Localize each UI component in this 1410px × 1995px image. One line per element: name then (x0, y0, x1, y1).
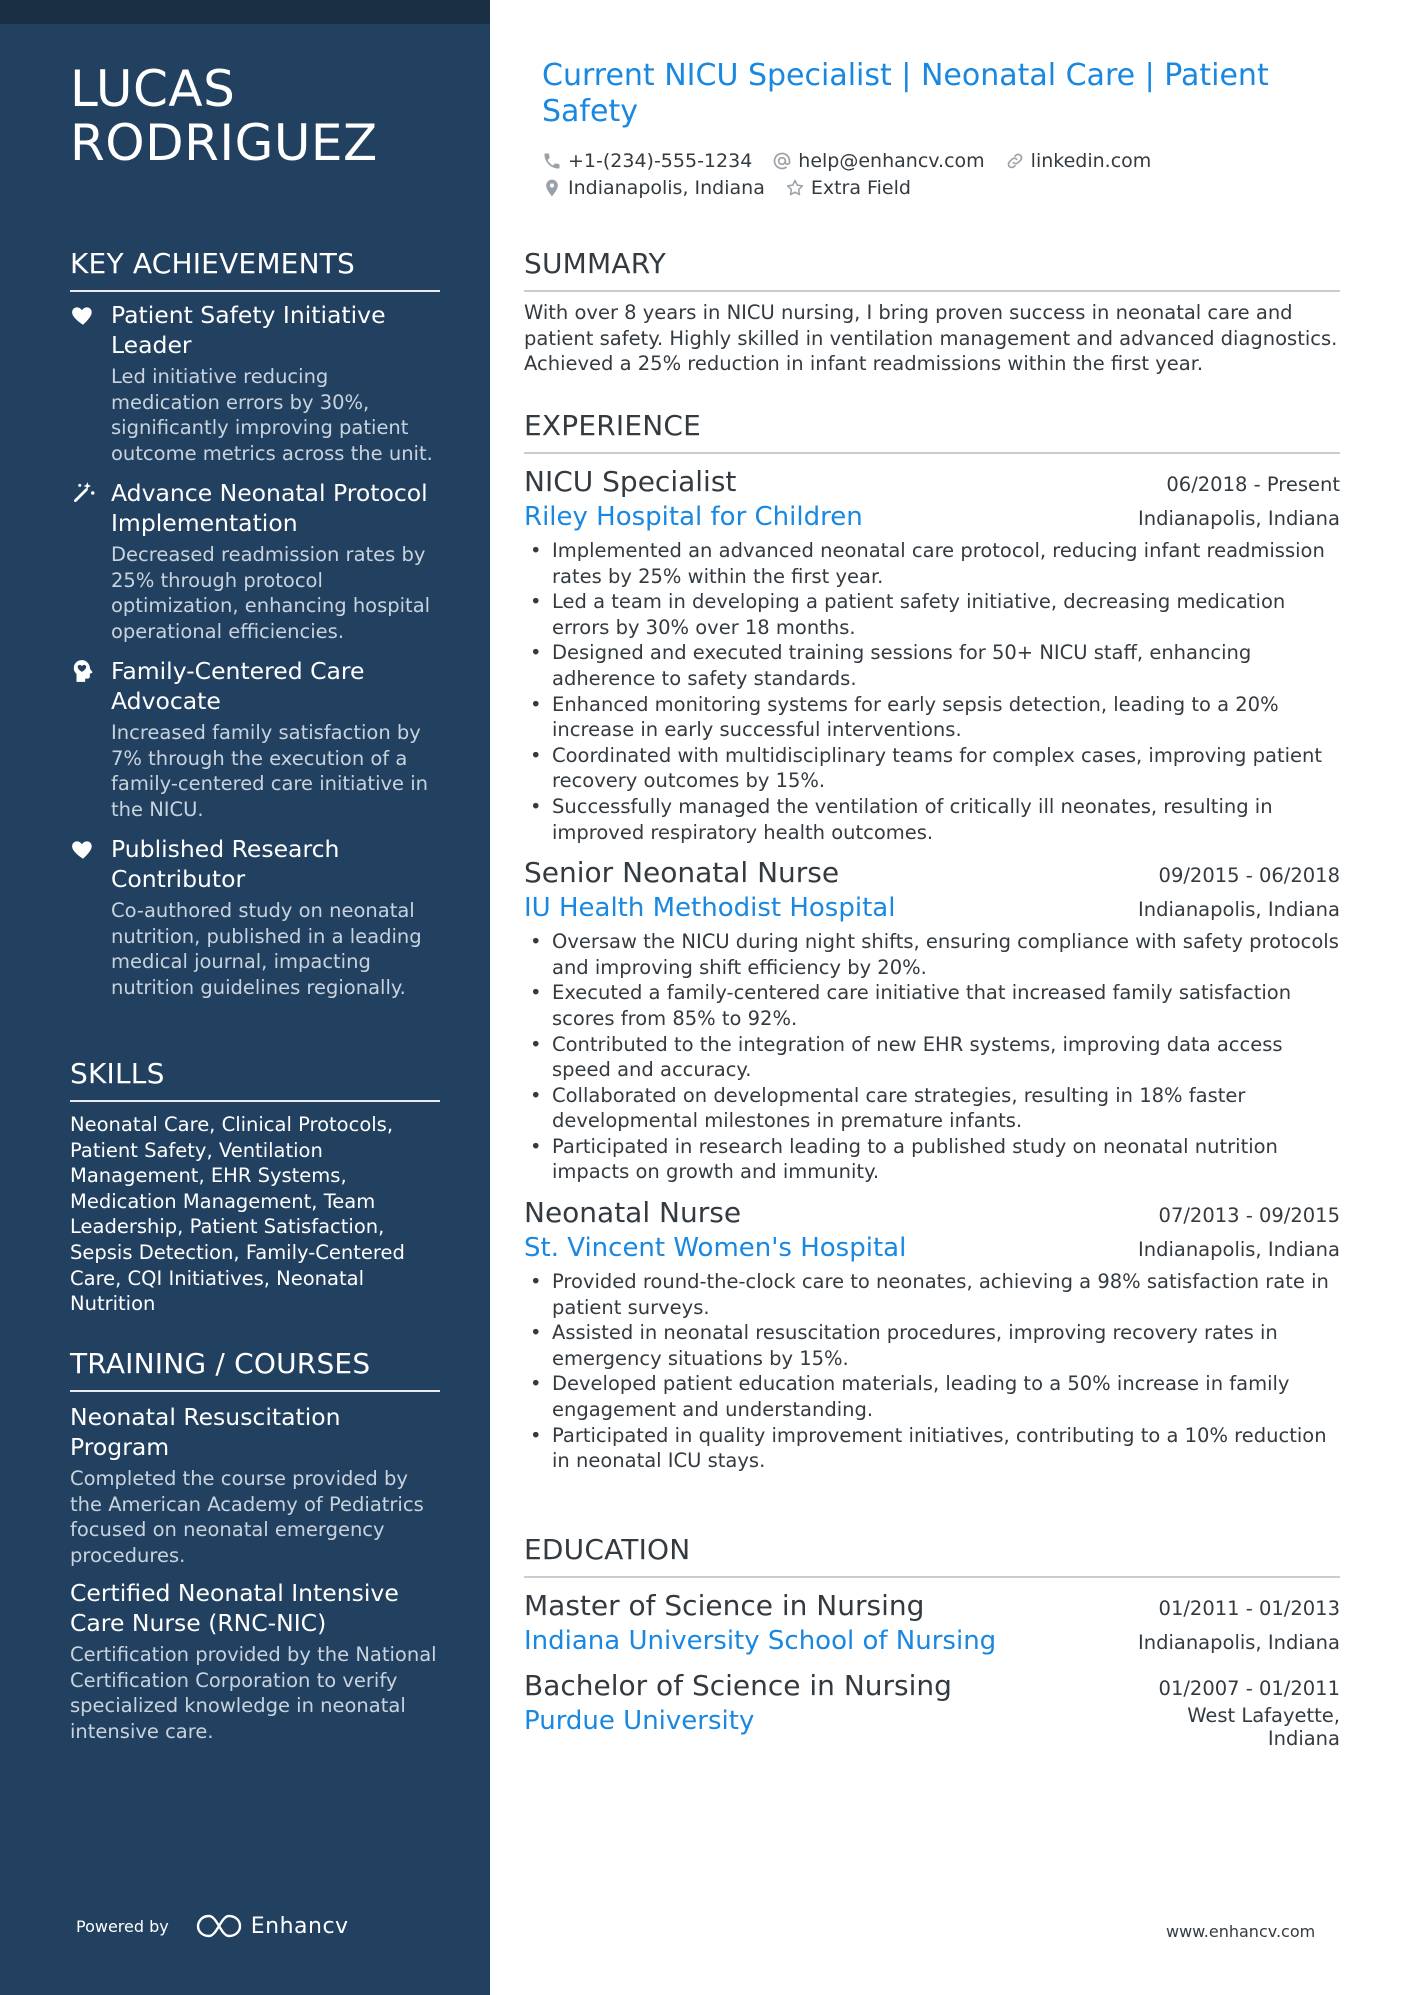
job-entry (524, 464, 1340, 845)
company-name: Riley Hospital for Children (524, 502, 863, 532)
list-item: • Assisted in neonatal resuscitation procedures, improving recovery rates in emergency situations by 15%. (524, 1320, 1340, 1371)
list-item: • Led a team in developing a patient safety initiative, decreasing medication errors by 30% over 18 months. (524, 589, 1340, 640)
star-icon (785, 178, 805, 198)
heart-icon (70, 302, 96, 328)
list-item: • Developed patient education materials, leading to a 50% increase in family engagement and understanding. (524, 1371, 1340, 1422)
phone-icon (542, 151, 562, 171)
education-heading: EDUCATION (524, 1534, 1340, 1578)
achievement-description: Co-authored study on neonatal nutrition, published in a leading medical journal, impacting nutrition guidelines regionally. (111, 899, 422, 999)
course-item (70, 1578, 440, 1744)
education-location: West Lafayette, Indiana (1187, 1704, 1340, 1750)
contact-row-1 (542, 150, 1171, 172)
achievement-title: Patient Safety Initiative Leader (111, 301, 386, 359)
list-item: • Executed a family-centered care initiative that increased family satisfaction scores from 85% to 92%. (524, 980, 1340, 1031)
education-date: 01/2007 - 01/2011 (1158, 1677, 1340, 1700)
course-description: Completed the course provided by the American Academy of Pediatrics focused on neonatal emergency procedures. (70, 1467, 424, 1567)
job-bullets (524, 929, 1340, 1185)
job-bullets (524, 1269, 1340, 1474)
linkedin-text: linkedin.com (1030, 150, 1152, 172)
course-description: Certification provided by the National Certification Corporation to verify specialized knowledge in neonatal intensive care. (70, 1643, 437, 1743)
school-name: Purdue University (524, 1706, 755, 1736)
skills-heading: SKILLS (70, 1058, 440, 1102)
contact-linkedin[interactable] (1005, 150, 1152, 172)
achievement-description: Decreased readmission rates by 25% through protocol optimization, enhancing hospital operational efficiencies. (111, 543, 431, 643)
course-title: Certified Neonatal Intensive Care Nurse (RNC-NIC) (70, 1579, 399, 1637)
link-icon (1005, 151, 1025, 171)
head-heart-icon (70, 658, 96, 684)
job-location: Indianapolis, Indiana (1137, 898, 1340, 922)
experience-heading: EXPERIENCE (524, 410, 1340, 454)
degree: Bachelor of Science in Nursing (524, 1669, 952, 1702)
summary-text: With over 8 years in NICU nursing, I bring proven success in neonatal care and patient safety. Highly skilled in ventilation management and advanced diagnostics. Achieved a 25% reduction in infant readmissions within the first year. (524, 301, 1338, 376)
contact-email[interactable] (772, 150, 984, 172)
education-date: 01/2011 - 01/2013 (1158, 1597, 1340, 1620)
contact-extra (785, 177, 911, 199)
at-sign-icon (772, 151, 792, 171)
job-date: 06/2018 - Present (1166, 473, 1340, 496)
location-pin-icon (542, 178, 562, 198)
powered-by[interactable] (76, 1912, 349, 1940)
training-heading: TRAINING / COURSES (70, 1348, 440, 1392)
achievement-title: Advance Neonatal Protocol Implementation (111, 479, 428, 537)
sidebar (0, 0, 490, 1995)
skills-section (70, 1058, 440, 1317)
headline: Current NICU Specialist | Neonatal Care | Patient Safety (542, 58, 1269, 129)
course-item (70, 1402, 440, 1568)
education-entry (524, 1588, 1340, 1658)
enhancv-logo-icon (195, 1912, 243, 1940)
magic-wand-icon (70, 480, 96, 506)
job-entry (524, 1195, 1340, 1474)
list-item: • Implemented an advanced neonatal care protocol, reducing infant readmission rates by 25% within the first year. (524, 538, 1340, 589)
achievement-title: Published Research Contributor (111, 835, 340, 893)
education-section (524, 1534, 1340, 1750)
school-name: Indiana University School of Nursing (524, 1626, 997, 1656)
company-name: IU Health Methodist Hospital (524, 893, 896, 924)
candidate-name: LUCAS RODRIGUEZ (70, 60, 378, 172)
experience-section (524, 410, 1340, 1474)
achievement-item (70, 656, 440, 822)
enhancv-brand: Enhancv (250, 1913, 349, 1939)
heart-icon (70, 836, 96, 862)
list-item: • Participated in quality improvement initiatives, contributing to a 10% reduction in neonatal ICU stays. (524, 1423, 1340, 1474)
contact-row-2 (542, 177, 931, 199)
location-text: Indianapolis, Indiana (568, 177, 765, 199)
list-item: • Successfully managed the ventilation of critically ill neonates, resulting in improved respiratory health outcomes. (524, 794, 1340, 845)
job-bullets (524, 538, 1340, 845)
key-achievements-heading: KEY ACHIEVEMENTS (70, 248, 440, 292)
key-achievements-section (70, 248, 440, 1000)
list-item: • Enhanced monitoring systems for early sepsis detection, leading to a 20% increase in early successful interventions. (524, 692, 1340, 743)
list-item: • Coordinated with multidisciplinary teams for complex cases, improving patient recovery outcomes by 15%. (524, 743, 1340, 794)
skills-list: Neonatal Care, Clinical Protocols, Patient Safety, Ventilation Management, EHR Systems, Medication Management, Team Leadership, Patient Satisfaction, Sepsis Detection, Family-Centered Care, CQI Initiatives, Neonatal Nutrition (70, 1113, 405, 1316)
sidebar-top-bar (0, 0, 490, 24)
course-title: Neonatal Resuscitation Program (70, 1403, 341, 1461)
job-location: Indianapolis, Indiana (1137, 507, 1340, 530)
achievement-description: Led initiative reducing medication errors by 30%, significantly improving patient outcome metrics across the unit. (111, 365, 433, 465)
list-item: • Designed and executed training sessions for 50+ NICU staff, enhancing adherence to safety standards. (524, 640, 1340, 691)
job-date: 09/2015 - 06/2018 (1158, 864, 1340, 888)
job-title: Neonatal Nurse (524, 1196, 742, 1230)
education-entry (524, 1668, 1340, 1750)
education-location: Indianapolis, Indiana (1137, 1631, 1340, 1654)
footer-website-link[interactable]: www.enhancv.com (1166, 1922, 1316, 1941)
achievement-item (70, 478, 440, 644)
summary-heading: SUMMARY (524, 248, 1340, 292)
achievement-item (70, 300, 440, 466)
contact-location (542, 177, 765, 199)
list-item: • Participated in research leading to a published study on neonatal nutrition impacts on growth and immunity. (524, 1134, 1340, 1185)
job-entry (524, 855, 1340, 1185)
list-item: • Oversaw the NICU during night shifts, ensuring compliance with safety protocols and improving shift efficiency by 20%. (524, 929, 1340, 980)
company-name: St. Vincent Women's Hospital (524, 1233, 907, 1264)
list-item: • Collaborated on developmental care strategies, resulting in 18% faster developmental milestones in premature infants. (524, 1083, 1340, 1134)
job-location: Indianapolis, Indiana (1137, 1238, 1340, 1262)
achievement-description: Increased family satisfaction by 7% through the execution of a family-centered care initiative in the NICU. (111, 721, 428, 821)
list-item: • Contributed to the integration of new EHR systems, improving data access speed and accuracy. (524, 1032, 1340, 1083)
powered-by-label: Powered by (76, 1916, 169, 1936)
list-item: • Provided round-the-clock care to neonates, achieving a 98% satisfaction rate in patient surveys. (524, 1269, 1340, 1320)
job-title: Senior Neonatal Nurse (524, 856, 840, 890)
phone-text: +1-(234)-555-1234 (568, 150, 753, 172)
job-date: 07/2013 - 09/2015 (1158, 1204, 1340, 1228)
achievement-item (70, 834, 440, 1000)
degree: Master of Science in Nursing (524, 1589, 925, 1622)
extra-field-text: Extra Field (810, 177, 911, 199)
summary-section (524, 248, 1340, 377)
email-text: help@enhancv.com (798, 150, 985, 172)
achievement-title: Family-Centered Care Advocate (111, 657, 365, 715)
training-section (70, 1348, 440, 1744)
contact-phone[interactable] (542, 150, 752, 172)
job-title: NICU Specialist (524, 465, 737, 498)
